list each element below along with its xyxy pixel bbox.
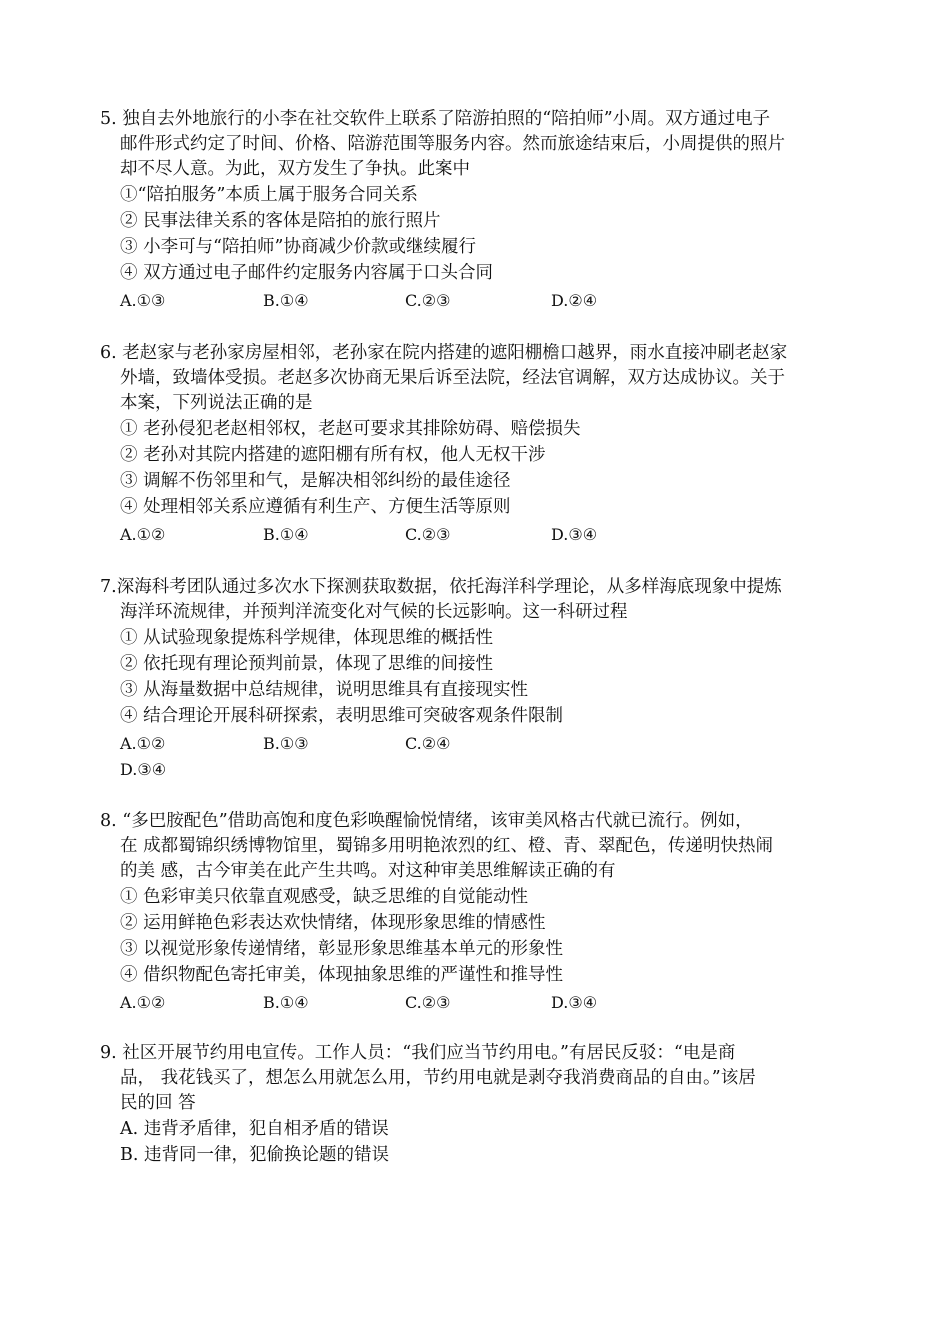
choice-a[interactable]: A.①② xyxy=(120,993,166,1012)
question-stem: 却不尽人意。为此，双方发生了争执。此案中 xyxy=(120,159,470,179)
statement-2: ② 依托现有理论预判前景，体现了思维的间接性 xyxy=(120,654,494,674)
answer-choices xyxy=(100,520,855,546)
question-stem: 6. 老赵家与老孙家房屋相邻，老孙家在院内搭建的遮阳棚檐口越界，雨水直接冲刷老赵家 xyxy=(100,343,788,363)
choice-c[interactable]: C.②③ xyxy=(405,525,451,544)
statement-1: ① 从试验现象提炼科学规律，体现思维的概括性 xyxy=(120,628,494,648)
choice-c[interactable]: C.②③ xyxy=(405,291,451,310)
choice-a[interactable]: A.①③ xyxy=(120,291,166,310)
answer-choices xyxy=(100,729,855,755)
choice-b[interactable]: B.①④ xyxy=(263,291,309,310)
statement-4: ④ 双方通过电子邮件约定服务内容属于口头合同 xyxy=(120,263,494,283)
question-stem: 品， 我花钱买了，想怎么用就怎么用，节约用电就是剥夺我消费商品的自由。”该居 xyxy=(120,1068,756,1088)
question-stem: 本案，下列说法正确的是 xyxy=(120,393,313,413)
statement-1: ① 色彩审美只依靠直观感受，缺乏思维的自觉能动性 xyxy=(120,887,529,907)
statement-2: ② 民事法律关系的客体是陪拍的旅行照片 xyxy=(120,211,441,231)
choice-d[interactable]: D.③④ xyxy=(551,993,598,1012)
statement-1: ①“陪拍服务”本质上属于服务合同关系 xyxy=(120,185,418,205)
choice-b[interactable]: B.①④ xyxy=(263,525,309,544)
choice-d[interactable]: D.②④ xyxy=(551,291,598,310)
question-9 xyxy=(100,1041,855,1168)
statement-3: ③ 从海量数据中总结规律，说明思维具有直接现实性 xyxy=(120,680,529,700)
statement-4: ④ 结合理论开展科研探索，表明思维可突破客观条件限制 xyxy=(120,706,564,726)
answer-choices xyxy=(100,286,855,312)
question-stem: 9. 社区开展节约用电宣传。工作人员：“我们应当节约用电。”有居民反驳：“电是商 xyxy=(100,1043,736,1063)
choice-d[interactable]: D.③④ xyxy=(551,525,598,544)
choice-c[interactable]: C.②③ xyxy=(405,993,451,1012)
question-8 xyxy=(100,809,855,1014)
question-stem: 8. “多巴胺配色”借助高饱和度色彩唤醒愉悦情绪，该审美风格古代就已流行。例如， xyxy=(100,811,753,831)
statement-1: ① 老孙侵犯老赵相邻权，老赵可要求其排除妨碍、赔偿损失 xyxy=(120,419,581,439)
question-stem: 的美 感，古今审美在此产生共鸣。对这种审美思维解读正确的有 xyxy=(120,861,616,881)
answer-choices xyxy=(100,988,855,1014)
question-5 xyxy=(100,107,855,312)
statement-4: ④ 借织物配色寄托审美，体现抽象思维的严谨性和推导性 xyxy=(120,965,564,985)
question-6 xyxy=(100,341,855,546)
question-stem: 7.深海科考团队通过多次水下探测获取数据，依托海洋科学理论，从多样海底现象中提炼 xyxy=(100,577,782,597)
statement-3: ③ 调解不伤邻里和气，是解决相邻纠纷的最佳途径 xyxy=(120,471,511,491)
choice-b[interactable]: B.①④ xyxy=(263,993,309,1012)
question-stem: 在 成都蜀锦织绣博物馆里，蜀锦多用明艳浓烈的红、橙、青、翠配色，传递明快热闹 xyxy=(120,836,774,856)
question-stem: 邮件形式约定了时间、价格、陪游范围等服务内容。然而旅途结束后，小周提供的照片 xyxy=(120,134,785,154)
choice-c[interactable]: C.②④ xyxy=(405,734,451,753)
statement-2: ② 老孙对其院内搭建的遮阳棚有所有权，他人无权干涉 xyxy=(120,445,546,465)
question-stem: 民的回 答 xyxy=(120,1093,196,1113)
statement-2: ② 运用鲜艳色彩表达欢快情绪，体现形象思维的情感性 xyxy=(120,913,546,933)
statement-3: ③ 以视觉形象传递情绪，彰显形象思维基本单元的形象性 xyxy=(120,939,564,959)
answer-choices-overflow xyxy=(100,755,855,781)
question-7 xyxy=(100,575,855,781)
choice-a[interactable]: A.①② xyxy=(120,525,166,544)
statement-4: ④ 处理相邻关系应遵循有利生产、方便生活等原则 xyxy=(120,497,511,517)
choice-b[interactable]: B. 违背同一律，犯偷换论题的错误 xyxy=(120,1145,389,1165)
choice-b[interactable]: B.①③ xyxy=(263,734,309,753)
choice-d[interactable]: D.③④ xyxy=(120,760,167,779)
question-stem: 5. 独自去外地旅行的小李在社交软件上联系了陪游拍照的“陪拍师”小周。双方通过电子 xyxy=(100,109,771,129)
question-stem: 海洋环流规律，并预判洋流变化对气候的长远影响。这一科研过程 xyxy=(120,602,628,622)
statement-3: ③ 小李可与“陪拍师”协商减少价款或继续履行 xyxy=(120,237,476,257)
question-stem: 外墙，致墙体受损。老赵多次协商无果后诉至法院，经法官调解，双方达成协议。关于 xyxy=(120,368,785,388)
choice-a[interactable]: A. 违背矛盾律，犯自相矛盾的错误 xyxy=(120,1119,389,1139)
choice-a[interactable]: A.①② xyxy=(120,734,166,753)
